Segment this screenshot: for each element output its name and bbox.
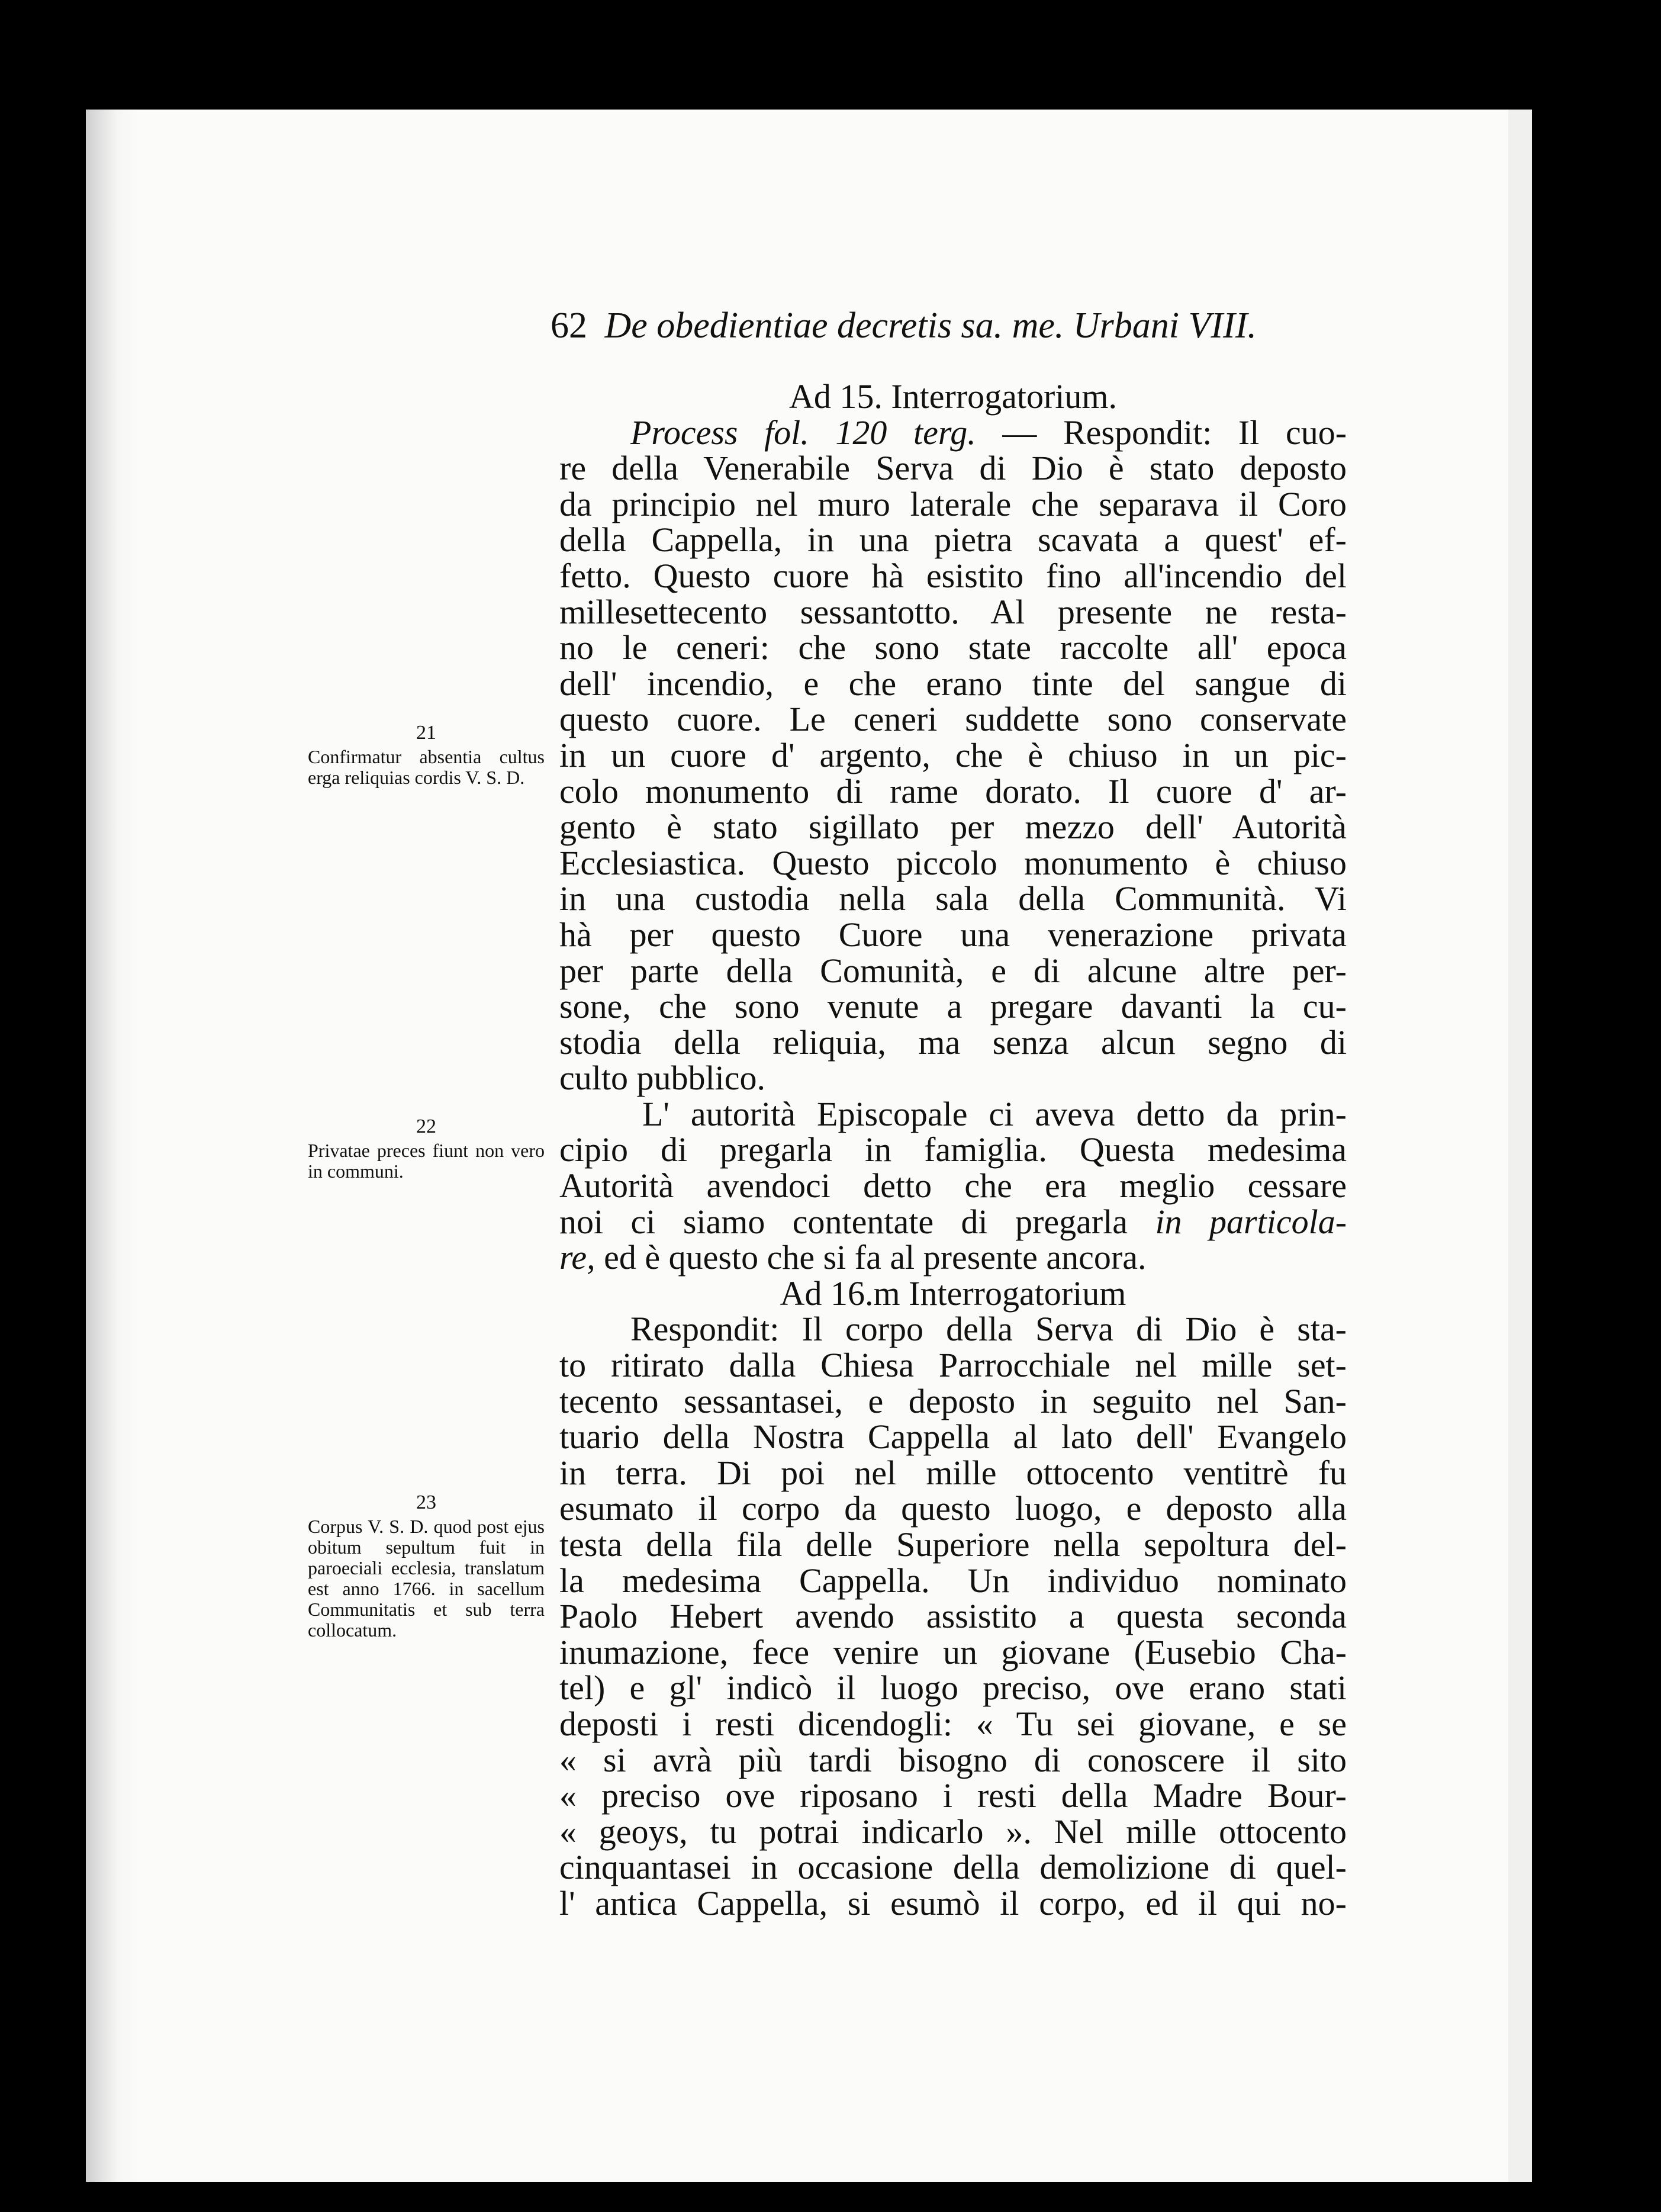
paragraph-line: culto pubblico. xyxy=(559,1059,765,1098)
paragraph-line: colo monumento di rame dorato. Il cuore d' ar- xyxy=(559,771,1347,811)
paragraph-line: Ecclesiastica. Questo piccolo monumento è chiuso xyxy=(559,843,1347,882)
margin-note-number: 21 xyxy=(416,722,436,744)
paragraph-line: fetto. Questo cuore hà esistito fino all'incendio del xyxy=(559,556,1347,595)
paragraph-line: re, ed è questo che si fa al presente ancora. xyxy=(559,1238,1147,1277)
paragraph-line: tel) e gl' indicò il luogo preciso, ove erano stati xyxy=(559,1668,1347,1708)
paragraph-line: questo cuore. Le ceneri suddette sono conservate xyxy=(559,700,1347,739)
paragraph-line: L' autorità Episcopale ci aveva detto da prin- xyxy=(642,1094,1347,1133)
paragraph-line: da principio nel muro laterale che separava il Coro xyxy=(559,484,1347,523)
margin-note-text: Corpus V. S. D. quod post ejus obitum sepultum fuit in paroeciali ecclesia, translatum est anno 1766. in sacellum Communitatis et sub terra collocatum. xyxy=(308,1516,545,1641)
margin-note-number: 23 xyxy=(416,1491,436,1513)
paragraph-line: gento è stato sigillato per mezzo dell' Autorità xyxy=(559,808,1347,847)
section-heading: Ad 15. Interrogatorium. xyxy=(788,377,1118,416)
running-title: De obedientiae decretis sa. me. Urbani VIII. xyxy=(604,306,1257,346)
paragraph-line: testa della fila delle Superiore nella sepoltura del- xyxy=(559,1525,1347,1564)
paragraph-line: stodia della reliquia, ma senza alcun segno di xyxy=(559,1023,1347,1062)
paragraph-line: cipio di pregarla in famiglia. Questa medesima xyxy=(559,1130,1347,1169)
paragraph-line: in una custodia nella sala della Communità. Vi xyxy=(559,879,1347,918)
paragraph-line: hà per questo Cuore una venerazione privata xyxy=(559,915,1347,954)
paragraph-line: cinquantasei in occasione della demolizione di quel- xyxy=(559,1848,1347,1887)
paragraph-line: noi ci siamo contentate di pregarla in particola- xyxy=(559,1202,1347,1241)
paragraph-line: Autorità avendoci detto che era meglio cessare xyxy=(559,1166,1347,1205)
paragraph-line: in un cuore d' argento, che è chiuso in un pic- xyxy=(559,735,1347,774)
paragraph-line: sone, che sono venute a pregare davanti la cu- xyxy=(559,987,1347,1026)
paragraph-line: dell' incendio, e che erano tinte del sangue di xyxy=(559,664,1347,703)
paragraph-line: l' antica Cappella, si esumò il corpo, ed il qui no- xyxy=(559,1883,1347,1922)
margin-note-text: Privatae preces fiunt non vero in communi. xyxy=(308,1140,545,1182)
paragraph-line: tecento sessantasei, e deposto in seguito nel San- xyxy=(559,1381,1347,1420)
paragraph-line: « preciso ove riposano i resti della Madre Bour- xyxy=(559,1776,1347,1815)
process-reference: Process fol. 120 terg. xyxy=(630,413,976,452)
paragraph-line: Process fol. 120 terg. — Respondit: Il cuo- xyxy=(630,413,1347,452)
paragraph-line: Paolo Hebert avendo assistito a questa seconda xyxy=(559,1597,1347,1636)
paragraph-line: in terra. Di poi nel mille ottocento ventitrè fu xyxy=(559,1453,1347,1492)
paragraph-line: no le ceneri: che sono state raccolte all' epoca xyxy=(559,628,1347,667)
paragraph-line: tuario della Nostra Cappella al lato dell' Evangelo xyxy=(559,1417,1347,1457)
page-number: 62 xyxy=(551,306,587,346)
body-text xyxy=(559,379,1347,1922)
page-edge-strip xyxy=(1508,110,1532,2182)
paragraph-line: Respondit: Il corpo della Serva di Dio è sta- xyxy=(630,1310,1347,1349)
margin-note-21 xyxy=(308,722,545,788)
page-header xyxy=(551,305,1356,347)
margin-note-23 xyxy=(308,1492,545,1641)
paragraph-line: della Cappella, in una pietra scavata a quest' ef- xyxy=(559,520,1347,560)
binding-shadow xyxy=(86,110,139,2182)
paragraph-line: re della Venerabile Serva di Dio è stato deposto xyxy=(559,449,1347,488)
margin-note-22 xyxy=(308,1116,545,1182)
section-heading: Ad 16.m Interrogatorium xyxy=(780,1274,1126,1313)
paragraph-line: la medesima Cappella. Un individuo nominato xyxy=(559,1561,1347,1600)
paragraph-line: esumato il corpo da questo luogo, e deposto alla xyxy=(559,1489,1347,1528)
paragraph-line: to ritirato dalla Chiesa Parrocchiale nel mille set- xyxy=(559,1346,1347,1385)
paragraph-line: « geoys, tu potrai indicarlo ». Nel mille ottocento xyxy=(559,1812,1347,1851)
paragraph-line: « si avrà più tardi bisogno di conoscere il sito xyxy=(559,1740,1347,1779)
margin-note-number: 22 xyxy=(416,1115,436,1137)
paragraph-line: millesettecento sessantotto. Al presente ne resta- xyxy=(559,592,1347,631)
paragraph-line: deposti i resti dicendogli: « Tu sei giovane, e se xyxy=(559,1704,1347,1743)
paragraph-line: inumazione, fece venire un giovane (Eusebio Cha- xyxy=(559,1632,1347,1671)
margin-note-text: Confirmatur absentia cultus erga reliquias cordis V. S. D. xyxy=(308,746,545,788)
paragraph-line: per parte della Comunità, e di alcune altre per- xyxy=(559,951,1347,990)
